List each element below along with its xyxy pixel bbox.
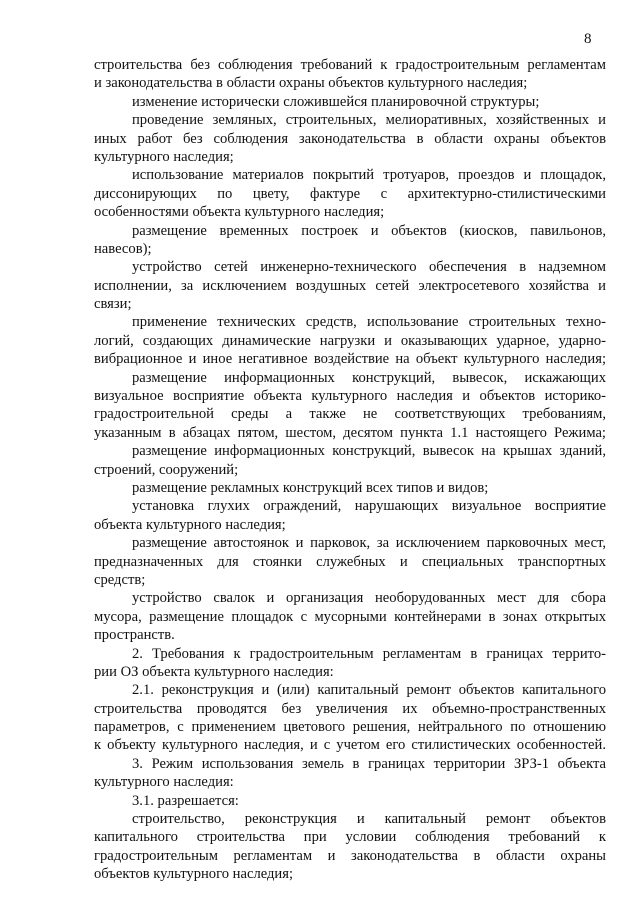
text-line: строений, сооружений; <box>94 461 239 478</box>
text-line: пространств. <box>94 627 175 644</box>
text-line: размещение информационных конструкций, вывесок на крышах зданий, <box>132 443 606 460</box>
text-line: 3.1. разрешается: <box>132 792 239 809</box>
text-line: 2. Требования к градостроительным регламентам в границах террито- <box>132 645 606 662</box>
text-line: 3. Режим использования земель в границах территории ЗРЗ-1 объекта <box>132 755 606 772</box>
text-line: средств; <box>94 571 146 588</box>
text-line: к объекту культурного наследия, и с учетом его стилистических особенностей. <box>94 737 606 754</box>
text-line: вибрационное и иное негативное воздействие на объект культурного наследия; <box>94 351 606 368</box>
text-line: градостроительной среды а также не соответствующих требованиям, <box>94 406 606 423</box>
text-line: связи; <box>94 296 132 313</box>
page-number: 8 <box>584 31 592 47</box>
text-line: строительство, реконструкция и капитальный ремонт объектов <box>132 811 606 828</box>
text-line: объекта культурного наследия; <box>94 516 286 533</box>
text-line: объектов культурного наследия; <box>94 866 294 883</box>
text-line: указанным в абзацах пятом, шестом, десятом пункта 1.1 настоящего Режима; <box>94 424 606 441</box>
text-line: изменение исторически сложившейся планировочной структуры; <box>132 93 540 110</box>
text-line: параметров, с применением цветового решения, нейтрального по отношению <box>94 719 606 736</box>
text-line: культурного наследия; <box>94 148 234 165</box>
text-line: культурного наследия: <box>94 774 234 791</box>
text-line: размещение информационных конструкций, вывесок, искажающих <box>132 369 606 386</box>
text-line: иных работ без соблюдения законодательства в области охраны объектов <box>94 130 606 147</box>
text-line: особенностями объекта культурного наследия; <box>94 204 385 221</box>
text-line: градостроительным регламентам и законодательства в области охраны <box>94 847 606 864</box>
text-line: применение технических средств, использование строительных техно- <box>132 314 606 331</box>
text-line: визуальное восприятие объекта культурного наследия и объектов историко- <box>94 388 606 405</box>
text-line: предназначенных для стоянки служебных и специальных транспортных <box>94 553 606 570</box>
text-line: и законодательства в области охраны объектов культурного наследия; <box>94 75 528 92</box>
document-body <box>94 56 606 884</box>
text-line: использование материалов покрытий тротуаров, проездов и площадок, <box>132 167 606 184</box>
text-line: строительства проводятся без увеличения их объемно-пространственных <box>94 700 606 717</box>
text-line: мусора, размещение площадок с мусорными контейнерами в зонах открытых <box>94 608 606 625</box>
text-line: навесов); <box>94 240 152 257</box>
text-line: исполнении, за исключением воздушных сетей электросетевого хозяйства и <box>94 277 606 294</box>
text-line: проведение земляных, строительных, мелиоративных, хозяйственных и <box>132 112 606 129</box>
text-line: рии ОЗ объекта культурного наследия: <box>94 663 334 680</box>
text-line: устройство сетей инженерно-технического обеспечения в надземном <box>132 259 606 276</box>
text-line: капитального строительства при условии соблюдения требований к <box>94 829 606 846</box>
text-line: логий, создающих динамические нагрузки и оказывающих ударное, ударно- <box>94 332 606 349</box>
text-line: устройство свалок и организация необорудованных мест для сбора <box>132 590 606 607</box>
text-line: диссонирующих по цвету, фактуре с архитектурно-стилистическими <box>94 185 606 202</box>
text-line: размещение автостоянок и парковок, за исключением парковочных мест, <box>132 535 606 552</box>
text-line: размещение рекламных конструкций всех типов и видов; <box>132 479 489 496</box>
text-line: строительства без соблюдения требований к градостроительным регламентам <box>94 57 606 73</box>
text-line: установка глухих ограждений, нарушающих визуальное восприятие <box>132 498 606 515</box>
text-line: 2.1. реконструкция и (или) капитальный ремонт объектов капитального <box>132 682 606 699</box>
text-line: размещение временных построек и объектов (киосков, павильонов, <box>132 222 606 239</box>
